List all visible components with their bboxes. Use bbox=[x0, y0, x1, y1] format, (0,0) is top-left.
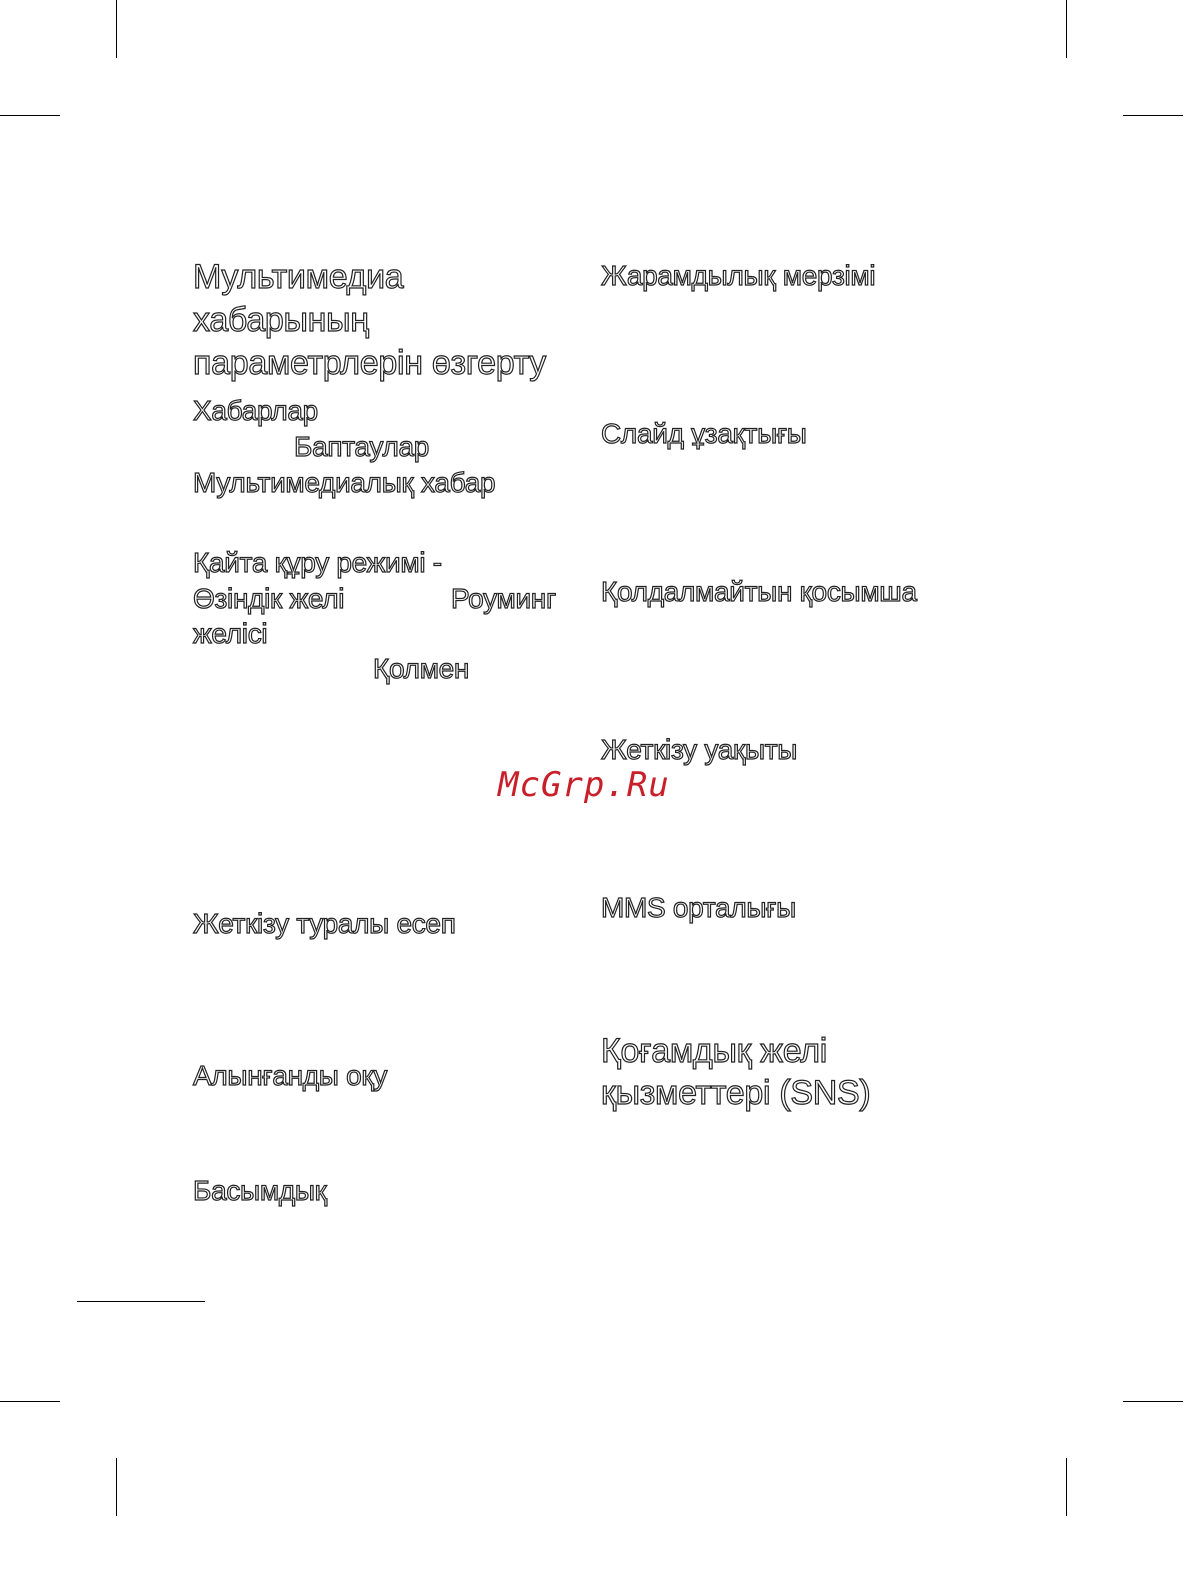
section-title-line-1: Мультимедиа bbox=[193, 258, 404, 296]
retrieval-network: желісі bbox=[193, 618, 268, 649]
menu-path-settings: Баптаулар bbox=[294, 431, 430, 462]
slide-duration-label: Слайд ұзақтығы bbox=[601, 418, 807, 449]
menu-path-messages: Хабарлар bbox=[193, 395, 318, 426]
crop-mark-bottom-left-horizontal bbox=[0, 1401, 60, 1402]
delivery-time-label: Жеткізу уақыты bbox=[601, 734, 798, 765]
retrieval-home-network: Өзіндік желі bbox=[193, 583, 345, 614]
footnote-divider bbox=[77, 1301, 205, 1302]
section-title-line-2: хабарының bbox=[193, 301, 369, 339]
crop-mark-top-left-horizontal bbox=[0, 115, 60, 116]
crop-mark-bottom-left-vertical bbox=[116, 1458, 117, 1516]
retrieval-mode-label: Қайта құру режимі - bbox=[193, 547, 442, 578]
crop-mark-top-right-horizontal bbox=[1123, 115, 1183, 116]
sns-title-line-1: Қоғамдық желі bbox=[601, 1032, 828, 1070]
retrieval-manual: Қолмен bbox=[373, 653, 470, 684]
menu-path-multimedia-message: Мультимедиалық хабар bbox=[193, 467, 496, 498]
watermark-logo: McGrp.Ru bbox=[498, 765, 670, 805]
crop-mark-top-right-vertical bbox=[1066, 0, 1067, 58]
delivery-report-label: Жеткізу туралы есеп bbox=[193, 908, 456, 939]
unsupported-attachment-label: Қолдалмайтын қосымша bbox=[601, 576, 917, 607]
sns-title-line-2: қызметтері (SNS) bbox=[601, 1074, 871, 1112]
crop-mark-top-left-vertical bbox=[116, 0, 117, 58]
crop-mark-bottom-right-vertical bbox=[1066, 1458, 1067, 1516]
retrieval-roaming: Роуминг bbox=[451, 583, 556, 614]
validity-period-label: Жарамдылық мерзімі bbox=[601, 260, 876, 291]
priority-label: Басымдық bbox=[193, 1175, 327, 1206]
read-reply-label: Алынғанды оқу bbox=[193, 1060, 388, 1091]
section-title-line-3: параметрлерін өзгерту bbox=[193, 344, 546, 382]
mms-centre-label: MMS орталығы bbox=[601, 892, 796, 923]
crop-mark-bottom-right-horizontal bbox=[1123, 1401, 1183, 1402]
